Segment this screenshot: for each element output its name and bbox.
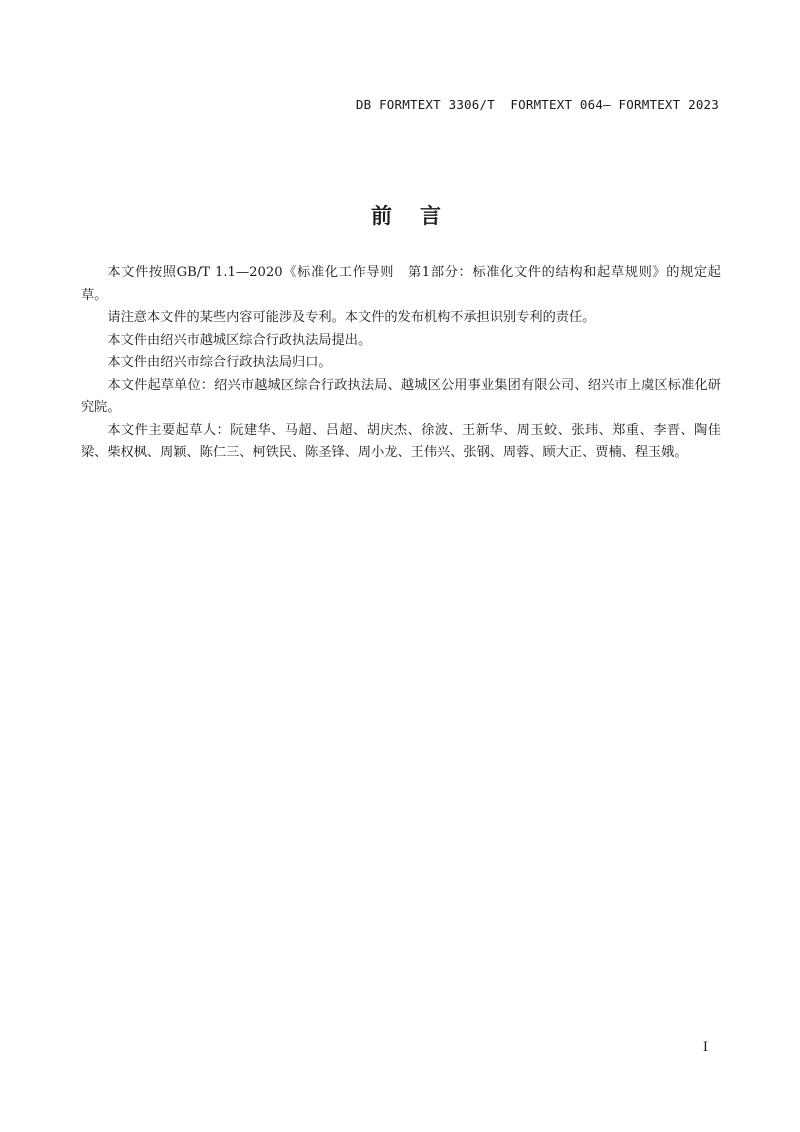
foreword-body <box>81 262 721 465</box>
document-code-header: DB FORMTEXT 3306/T FORMTEXT 064— FORMTEXT 2023 <box>355 97 719 112</box>
paragraph-drafting-rules: 本文件按照GB/T 1.1—2020《标准化工作导则 第1部分：标准化文件的结构和起草规则》的规定起草。 <box>81 265 721 303</box>
page-number: I <box>702 1040 708 1055</box>
page-title: 前言 <box>371 204 469 228</box>
paragraph-patent-notice: 请注意本文件的某些内容可能涉及专利。本文件的发布机构不承担识别专利的责任。 <box>107 310 596 325</box>
paragraph-proposer: 本文件由绍兴市越城区综合行政执法局提出。 <box>107 332 372 348</box>
paragraph-drafting-units: 本文件起草单位：绍兴市越城区综合行政执法局、越城区公用事业集团有限公司、绍兴市上虞区标准化研究院。 <box>81 377 721 415</box>
paragraph-drafters: 本文件主要起草人：阮建华、马超、吕超、胡庆杰、徐波、王新华、周玉蛟、张玮、郑重、李晋、陶佳梁、柴权枫、周颖、陈仁三、柯铁民、陈圣锋、周小龙、王伟兴、张钢、周蓉、顾大正、贾楠、程玉娥。 <box>81 422 721 460</box>
paragraph-administrator: 本文件由绍兴市综合行政执法局归口。 <box>107 355 332 370</box>
